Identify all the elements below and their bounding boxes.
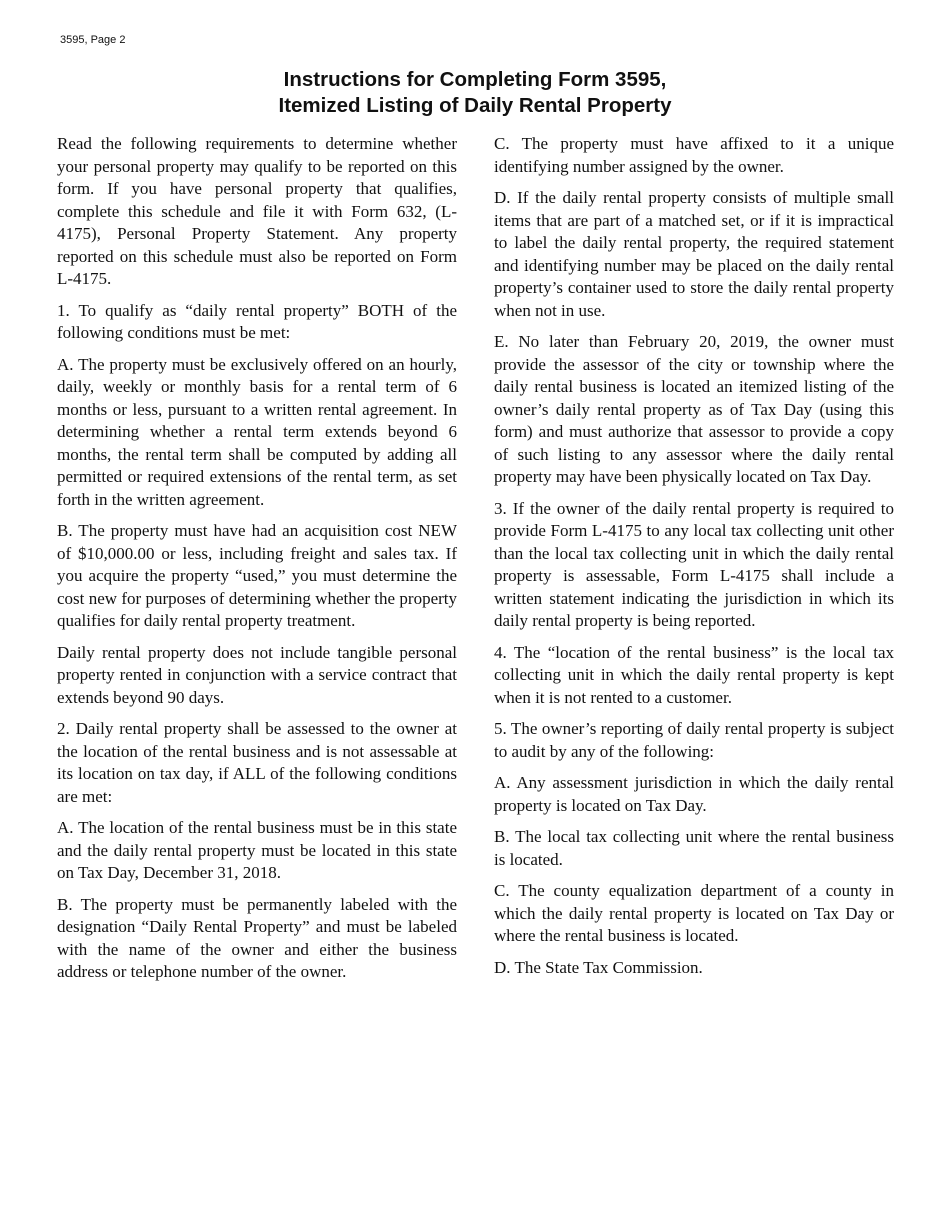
section-2c-paragraph: C. The property must have affixed to it a unique identifying number assigned by the owner. bbox=[494, 134, 894, 176]
section-2b-paragraph: B. The property must be permanently labeled with the designation “Daily Rental Property” and must be labeled with the name of the owner and either the business address or telephone number of the owner. bbox=[57, 894, 457, 981]
section-1a-paragraph: A. The property must be exclusively offered on an hourly, daily, weekly or monthly basis for a rental term of 6 months or less, pursuant to a written rental agreement. In determining whether a rental term extends beyond 6 months, the rental term shall be computed by adding all permitted or required extensions of the rental term, as set forth in the written agreement. bbox=[57, 354, 457, 509]
title-line-2: Itemized Listing of Daily Rental Property bbox=[278, 94, 672, 117]
section-2a-paragraph: A. The location of the rental business must be in this state and the daily rental property must be located in this state on Tax Day, December 31, 2018. bbox=[57, 818, 457, 882]
section-5a-paragraph: A. Any assessment jurisdiction in which the daily rental property is located on Tax Day. bbox=[494, 773, 894, 815]
title-line-1: Instructions for Completing Form 3595, bbox=[283, 68, 667, 91]
section-1b-paragraph: B. The property must have had an acquisition cost NEW of $10,000.00 or less, including freight and sales tax. If you acquire the property “used,” you must determine the cost new for purposes of determining whether the property qualifies for daily rental property treatment. bbox=[57, 521, 457, 630]
section-2-heading: 2. Daily rental property shall be assessed to the owner at the location of the rental business and is not assessable at its location on tax day, if ALL of the following conditions are met: bbox=[57, 719, 457, 806]
exclusion-paragraph: Daily rental property does not include tangible personal property rented in conjunction with a service contract that extends beyond 90 days. bbox=[57, 642, 457, 707]
left-column bbox=[57, 133, 457, 993]
section-2e-paragraph: E. No later than February 20, 2019, the owner must provide the assessor of the city or township where the daily rental business is located an itemized listing of the owner’s daily rental property as of Tax Day (using this form) and must authorize that assessor to provide a copy of such listing to any assessor where the daily rental property may have been physically located on Tax Day. bbox=[494, 332, 894, 486]
right-column bbox=[494, 133, 894, 988]
section-5b-paragraph: B. The local tax collecting unit where the rental business is located. bbox=[494, 827, 894, 869]
section-3-paragraph: 3. If the owner of the daily rental property is required to provide Form L-4175 to any local tax collecting unit other than the local tax collecting unit in which the daily rental property is assessable, Form L-4175 shall include a written statement indicating the jurisdiction in which its daily rental property is being reported. bbox=[494, 498, 894, 630]
section-1-heading: 1. To qualify as “daily rental property” BOTH of the following conditions must be met: bbox=[57, 300, 457, 342]
section-5d-paragraph: D. The State Tax Commission. bbox=[494, 957, 703, 977]
page-number: 3595, Page 2 bbox=[60, 34, 126, 46]
section-4-paragraph: 4. The “location of the rental business” is the local tax collecting unit in which the daily rental property is kept when it is not rented to a customer. bbox=[494, 642, 894, 707]
section-5-heading: 5. The owner’s reporting of daily rental property is subject to audit by any of the following: bbox=[494, 719, 894, 761]
section-2d-paragraph: D. If the daily rental property consists of multiple small items that are part of a matched set, or if it is impractical to label the daily rental property, the required statement and identifying number may be placed on the daily rental property’s container used to store the daily rental property when not in use. bbox=[494, 188, 894, 320]
intro-paragraph: Read the following requirements to determine whether your personal property may qualify to be reported on this form. If you have personal property that qualifies, complete this schedule and file it with Form 632, (L-4175), Personal Property Statement. Any property reported on this schedule must also be reported on Form L-4175. bbox=[57, 134, 457, 288]
page-title bbox=[0, 67, 950, 119]
section-5c-paragraph: C. The county equalization department of a county in which the daily rental property is located on Tax Day or where the rental business is located. bbox=[494, 881, 894, 945]
